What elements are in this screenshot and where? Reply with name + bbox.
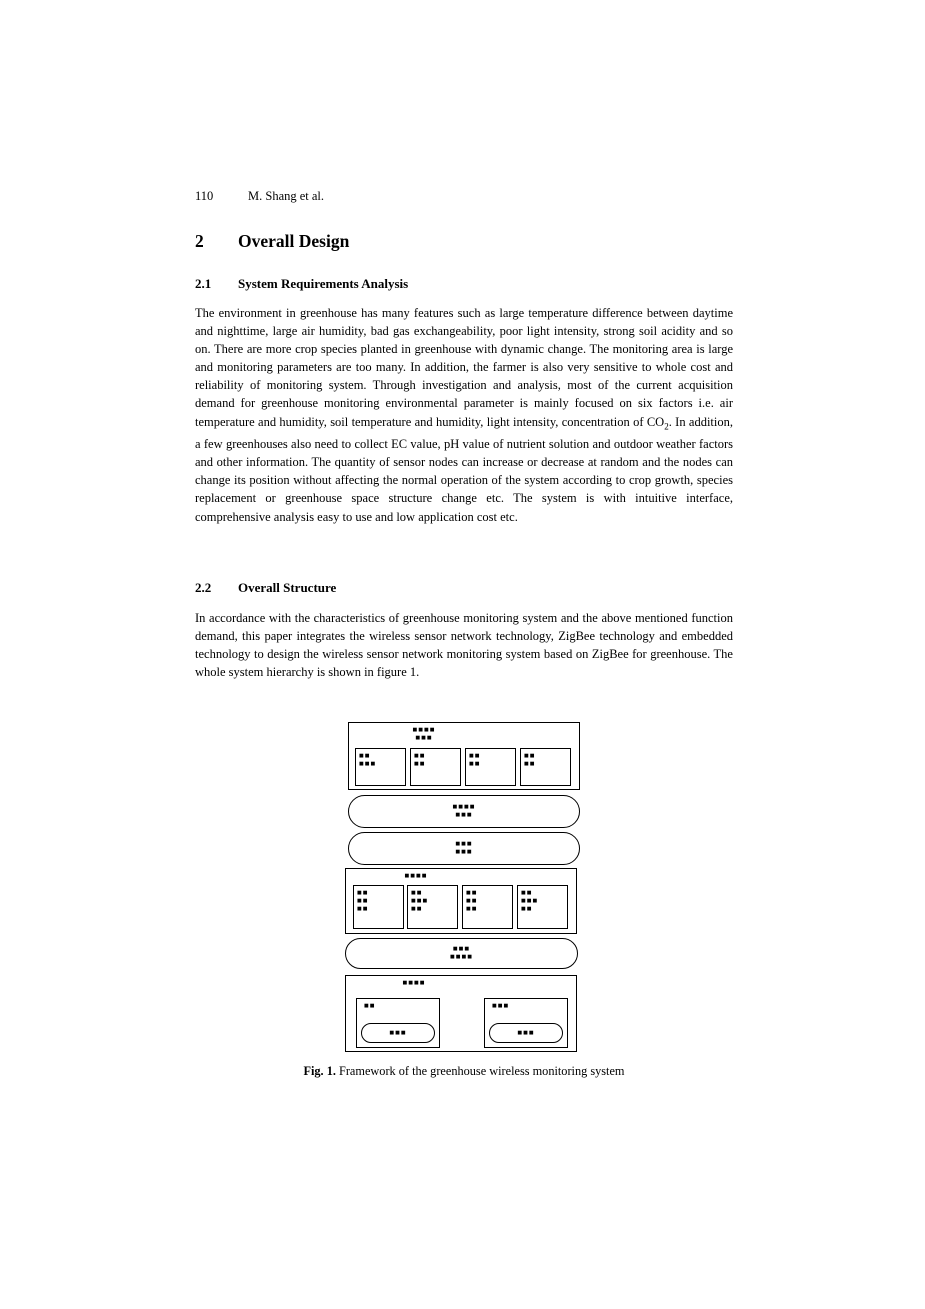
placeholder-text: ■■■■ [402,980,426,986]
placeholder-text: ■■ [466,890,478,896]
placeholder-text: ■■ [357,906,369,912]
section-heading [195,231,349,252]
placeholder-text: ■■ [466,906,478,912]
placeholder-text: ■■ [414,753,426,759]
monitor-group-box [484,998,568,1048]
placeholder-text: ■■ [466,898,478,904]
placeholder-text: ■■■ [492,1003,510,1009]
router-node-box [407,885,458,929]
monitor-layer-label [374,979,454,987]
placeholder-text: ■■■ [521,898,539,904]
placeholder-text: ■■■ [455,849,473,855]
subsection-number: 2.2 [195,580,212,595]
subsection-heading-2-2 [195,580,336,596]
monitor-oval [361,1023,435,1043]
network-bus-pill [348,832,580,865]
placeholder-text: ■■■■ [404,873,428,879]
sensor-node-box [520,748,571,786]
router-node-box [517,885,568,929]
placeholder-text: ■■ [521,890,533,896]
placeholder-text: ■■■■ [412,727,436,733]
network-bus-pill [345,938,578,969]
placeholder-text: ■■■ [411,898,429,904]
paragraph-text-before-subscript: The environment in greenhouse has many features such as large temperature difference between daytime and nighttime, large air humidity, bad gas exchangeability, poor light intensity, strong soil acidity and so on. There are more crop species planted in greenhouse with dynamic change. The monitoring area is large and monitoring parameters are too many. In addition, the farmer is also very sensitive to whole cost and reliability of monitoring system. Through investigation and analysis, most of the current acquisition demand for greenhouse monitoring environmental parameter is mainly focused on six factors i.e. air temperature and humidity, soil temperature and humidity, light intensity, concentration of CO [195,306,733,429]
paragraph-text-after-subscript: . In addition, a few greenhouses also need to collect EC value, pH value of nutrient solution and outdoor weather factors and other information. The quantity of sensor nodes can increase or decrease at random and the nodes can change its position without affecting the normal operation of the system according to crop growth, species replacement or greenhouse space structure change etc. The system is with intuitive interface, comprehensive analysis easy to use and low application cost etc. [195,414,733,524]
placeholder-text: ■■ [524,761,536,767]
placeholder-text: ■■■ [359,761,377,767]
placeholder-text: ■■ [357,890,369,896]
figure-caption [195,1064,733,1079]
subsection-title: System Requirements Analysis [238,276,409,291]
section-number: 2 [195,231,204,251]
page-number: 110 [195,189,214,203]
figure-1-diagram [345,722,581,1052]
placeholder-text: ■■ [414,761,426,767]
monitor-oval [489,1023,563,1043]
sensor-node-box [465,748,516,786]
running-head [195,189,324,204]
placeholder-text: ■■■ [415,735,433,741]
running-head-authors: M. Shang et al. [248,189,325,203]
placeholder-text: ■■■■ [450,954,473,960]
section-title: Overall Design [238,231,350,251]
placeholder-text: ■■ [521,906,533,912]
monitor-group-box [356,998,440,1048]
placeholder-text: ■■■ [517,1030,535,1036]
placeholder-text: ■■ [359,753,371,759]
placeholder-text: ■■ [357,898,369,904]
placeholder-text: ■■ [411,890,423,896]
placeholder-text: ■■■■ [452,804,476,810]
sensor-layer-label [384,726,464,742]
router-node-box [353,885,404,929]
sensor-node-box [355,748,406,786]
placeholder-text: ■■■ [389,1030,407,1036]
subsection-heading-2-1 [195,276,408,292]
subsection-number: 2.1 [195,276,212,291]
figure-caption-text: Framework of the greenhouse wireless monitoring system [339,1064,625,1078]
placeholder-text: ■■ [364,1003,376,1009]
placeholder-text: ■■ [524,753,536,759]
router-node-box [462,885,513,929]
placeholder-text: ■■■ [455,841,473,847]
paragraph-structure: In accordance with the characteristics of greenhouse monitoring system and the above mentioned function demand, this paper integrates the wireless sensor network technology, ZigBee technology and embedded technology to design the wireless sensor network monitoring system based on ZigBee for greenhouse. The whole system hierarchy is shown in figure 1. [195,611,733,680]
co2-subscript: 2 [664,421,669,432]
monitor-layer-box [345,975,577,1052]
subsection-title: Overall Structure [238,580,337,595]
network-bus-pill [348,795,580,828]
placeholder-text: ■■■ [452,946,471,952]
placeholder-text: ■■ [469,761,481,767]
paragraph-requirements [195,304,733,526]
sensor-node-box [410,748,461,786]
placeholder-text: ■■ [469,753,481,759]
router-layer-label [376,872,456,880]
placeholder-text: ■■■ [455,812,473,818]
figure-caption-label: Fig. 1. [303,1064,336,1078]
placeholder-text: ■■ [411,906,423,912]
